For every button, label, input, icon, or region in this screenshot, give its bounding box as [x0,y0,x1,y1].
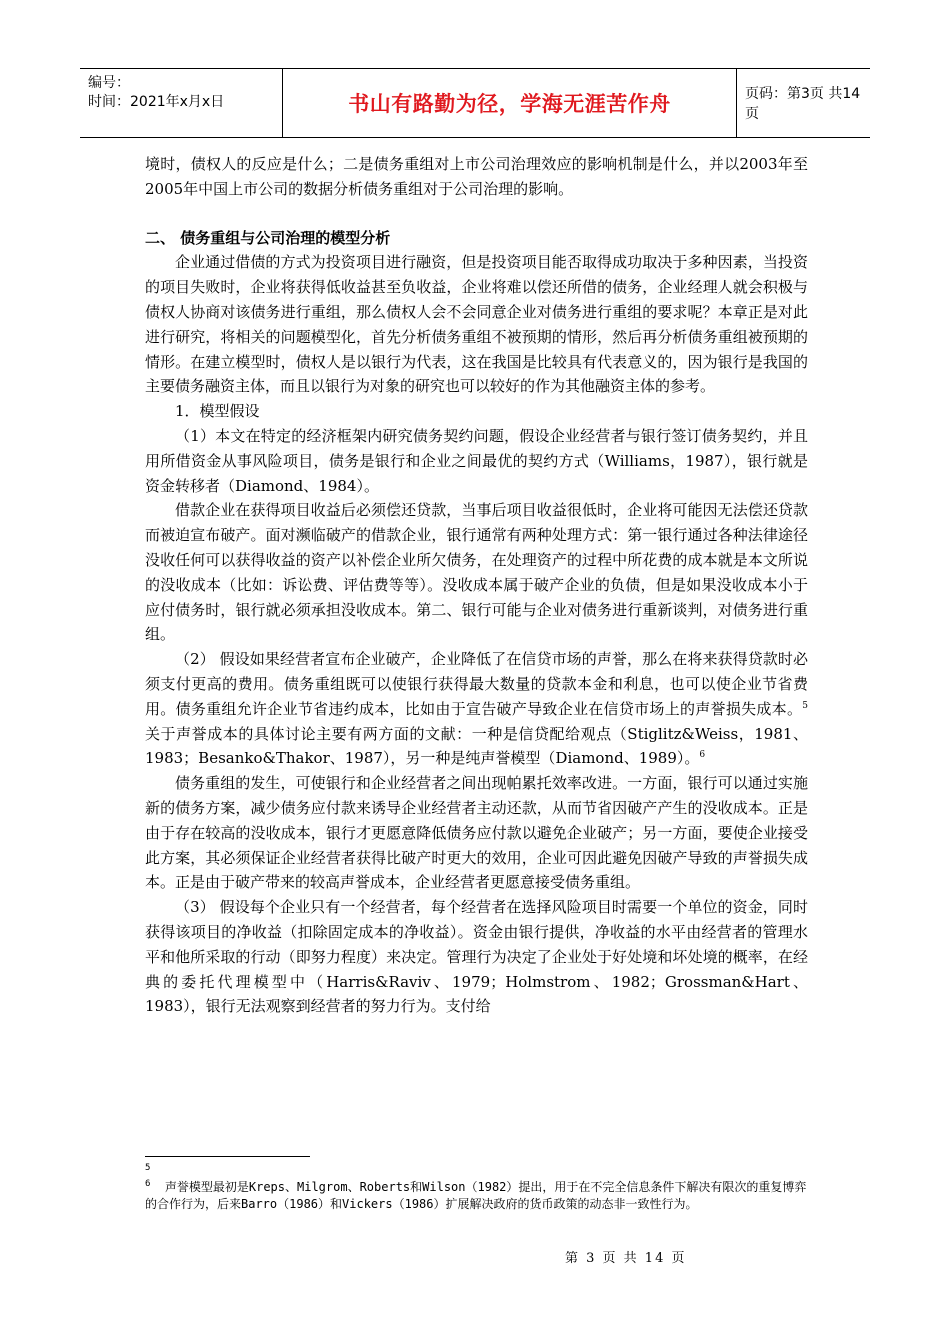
paragraph-bankruptcy-handling: 借款企业在获得项目收益后必须偿还贷款，当事后项目收益很低时，企业将可能因无法偿还贷款而被迫宣布破产。面对濒临破产的借款企业，银行通常有两种处理方式：第一银行通过各种法律途径没收任何可以获得收益的资产以补偿企业所欠债务，在处理资产的过程中所花费的成本就是本文所说的没收成本（比如：诉讼费、评估费等等）。没收成本属于破产企业的负债，但是如果没收成本小于应付债务时，银行就必须承担没收成本。第二、银行可能与企业对债务进行重新谈判，对债务进行重组。 [145,501,808,644]
footnote-ref-6[interactable]: 6 [699,750,706,761]
paragraph-assumption-3: （3） 假设每个企业只有一个经营者，每个经营者在选择风险项目时需要一个单位的资金，同时获得该项目的净收益（扣除固定成本的净收益）。资金由银行提供，净收益的水平由经营者的管理水平和他所采取的行动（即努力程度）来决定。管理行为决定了企业处于好处境和坏处境的概率，在经典的委托代理模型中（Harris&Raviv、1979；Holmstrom、1982；Grossman&Hart、1983），银行无法观察到经营者的努力行为。支付给 [145,898,808,1016]
paragraph-assumption-2 [145,647,808,771]
header-motto-cell [283,69,737,137]
subsection-heading: 1．模型假设 [175,402,260,421]
page-header [80,68,870,138]
footnote-5: 5 [145,1163,151,1173]
header-page-cell [737,69,870,137]
assumption-2-text-b: 关于声誉成本的具体讨论主要有两方面的文献：一种是信贷配给观点（Stiglitz&Weiss，1981、1983；Besanko&Thakor、1987），另一种是纯声誉模型（Diamond、1989）。 [145,724,808,768]
paragraph-intro-continued: 境时，债权人的反应是什么；二是债务重组对上市公司治理效应的影响机制是什么，并以2003年至2005年中国上市公司的数据分析债务重组对于公司治理的影响。 [145,155,808,198]
paragraph-section-intro: 企业通过借债的方式为投资项目进行融资，但是投资项目能否取得成功取决于多种因素，当投资的项目失败时，企业将获得低收益甚至负收益，企业将难以偿还所借的债务，企业经理人就会积极与债权人协商对该债务进行重组，那么债权人会不会同意企业对债务进行重组的要求呢？本章正是对此进行研究，将相关的问题模型化，首先分析债务重组不被预期的情形，然后再分析债务重组被预期的情形。在建立模型时，债权人是以银行为代表，这在我国是比较具有代表意义的，因为银行是我国的主要债务融资主体，而且以银行为对象的研究也可以较好的作为其他融资主体的参考。 [145,253,808,396]
section-title: 二、 债务重组与公司治理的模型分析 [145,228,391,247]
footnote-6-mark: 6 [145,1179,151,1189]
page-footer-number: 第 3 页 共 14 页 [565,1251,687,1266]
header-page-info: 页码：第3页 共14页 [745,86,861,122]
header-meta-cell [80,69,283,137]
document-body [145,152,808,1019]
footnote-separator [145,1156,310,1157]
document-time-label: 时间：2021年x月x日 [88,94,225,110]
footnote-6 [145,1179,809,1213]
assumption-2-text-a: （2） 假设如果经营者宣布企业破产，企业降低了在信贷市场的声誉，那么在将来获得贷款时必须支付更高的费用。债务重组既可以使银行获得最大数量的贷款本金和利息，也可以使企业节省费用。债务重组允许企业节省违约成本，比如由于宣告破产导致企业在信贷市场上的声誉损失成本。 [145,650,808,718]
document-number-label: 编号： [88,75,130,91]
paragraph-pareto-improvement: 债务重组的发生，可使银行和企业经营者之间出现帕累托效率改进。一方面，银行可以通过实施新的债务方案，减少债务应付款来诱导企业经营者主动还款，从而节省因破产产生的没收成本。正是由于存在较高的没收成本，银行才更愿意降低债务应付款以避免企业破产；另一方面，要使企业接受此方案，其必须保证企业经营者获得比破产时更大的效用，企业可因此避免因破产导致的声誉损失成本。正是由于破产带来的较高声誉成本，企业经营者更愿意接受债务重组。 [145,774,808,892]
paragraph-assumption-1: （1）本文在特定的经济框架内研究债务契约问题，假设企业经营者与银行签订债务契约，并且用所借资金从事风险项目，债务是银行和企业之间最优的契约方式（Williams，1987），银行就是资金转移者（Diamond、1984）。 [145,426,808,495]
header-motto: 书山有路勤为径，学海无涯苦作舟 [348,92,671,116]
footnote-ref-5[interactable]: 5 [802,700,808,711]
footnote-6-text: 声誉模型最初是Kreps、Milgrom、Roberts和Wilson（1982）提出，用于在不完全信息条件下解决有限次的重复博弈的合作行为，后来Barro（1986）和Vickers（1986）扩展解决政府的货币政策的动态非一致性行为。 [145,1180,807,1211]
